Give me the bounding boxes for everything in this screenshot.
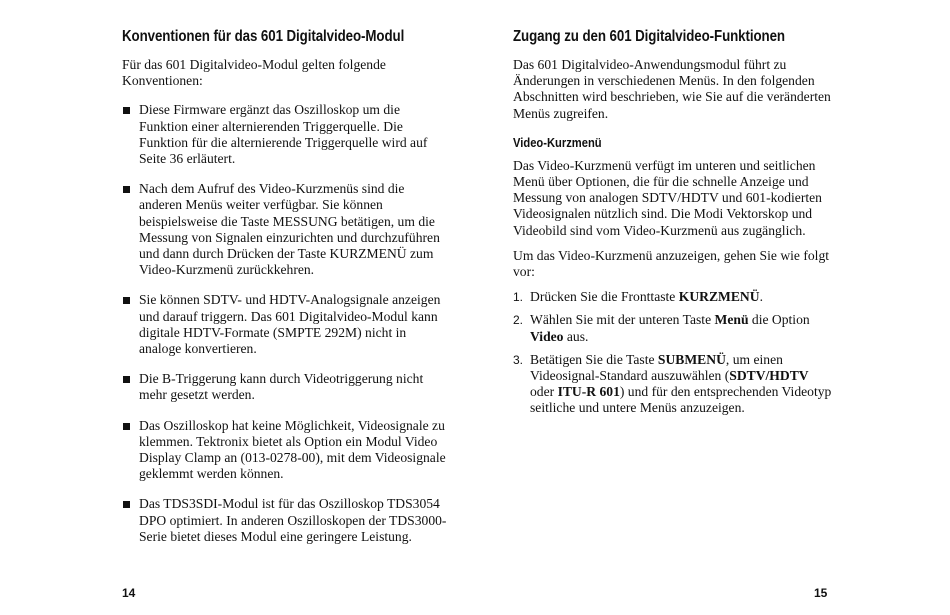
list-item-text: Nach dem Aufruf des Video-Kurzmenüs sind die anderen Menüs weiter verfügbar. Sie können beispielsweise die Taste MESSUNG betätigen, um die Messung von Signalen einzurichten und durchzuführen und dann durch Drücken der Taste KURZMENÜ zum Video-Kurzmenü zurückkehren. (139, 181, 440, 278)
square-bullet-icon (123, 297, 130, 304)
square-bullet-icon (123, 107, 130, 114)
step-item: 2. Wählen Sie mit der unteren Taste Menü die Option Video aus. (513, 312, 810, 344)
list-item-text: Die B-Triggerung kann durch Videotriggerung nicht mehr gesetzt werden. (139, 371, 424, 403)
list-item-text: Diese Firmware ergänzt das Oszilloskop um die Funktion einer alternierenden Triggerquelle. Die Funktion für die alternierende Triggerquelle wird auf Seite 36 erläutert. (139, 102, 428, 167)
step-item: 3. Betätigen Sie die Taste SUBMENÜ, um einen Videosignal-Standard auszuwählen (SDTV/HDTV oder ITU-R 601) und für den entsprechenden Videotyp seitliche und untere Menüs anzuzeigen. (513, 351, 832, 416)
key-label: ITU-R 601 (557, 384, 620, 400)
right-intro-paragraph: Das 601 Digitalvideo-Anwendungsmodul führt zu Änderungen in verschiedenen Menüs. In den folgenden Abschnitten wird beschrieben, wie Sie auf die veränderten Menüs zugreifen. (513, 57, 831, 121)
right-page-heading: Zugang zu den 601 Digitalvideo-Funktionen (513, 28, 785, 45)
right-page-number: 15 (814, 586, 828, 600)
left-intro-paragraph: Für das 601 Digitalvideo-Modul gelten folgende Konventionen: (122, 57, 386, 89)
list-item-text: Das Oszilloskop hat keine Möglichkeit, Videosignale zu klemmen. Tektronix bietet als Option ein Modul Video Display Clamp an (013-0278-00), mit dem Videosignale geklemmt werden können. (139, 417, 446, 482)
left-page-number: 14 (122, 586, 136, 600)
instructions-intro-paragraph: Um das Video-Kurzmenü anzuzeigen, gehen Sie wie folgt vor: (513, 247, 830, 280)
steps-list (513, 289, 833, 416)
key-label: Menü (714, 312, 749, 328)
right-page-body (513, 57, 833, 424)
step-number: 2. (513, 313, 524, 328)
square-bullet-icon (123, 376, 130, 383)
step-number: 1. (513, 290, 524, 305)
step-number: 3. (513, 352, 524, 367)
key-label: Video (530, 328, 564, 344)
key-label: SDTV/HDTV (729, 368, 809, 384)
key-label: KURZMENÜ (678, 289, 760, 305)
section-subheading: Video-Kurzmenü (513, 134, 602, 150)
step-item: 1. Drücken Sie die Fronttaste KURZMENÜ. (513, 289, 763, 305)
square-bullet-icon (123, 501, 130, 508)
list-item (122, 181, 447, 278)
list-item (122, 371, 447, 403)
list-item-text: Sie können SDTV- und HDTV-Analogsignale anzeigen und darauf triggern. Das 601 Digitalvideo-Modul kann digitale HDTV-Formate (SMPTE 292M) nicht in analoge konvertieren. (139, 292, 441, 357)
square-bullet-icon (123, 423, 130, 430)
square-bullet-icon (123, 186, 130, 193)
key-label: SUBMENÜ (657, 351, 726, 367)
conventions-list (122, 102, 447, 545)
video-menu-paragraph: Das Video-Kurzmenü verfügt im unteren und seitlichen Menü über Optionen, die für die schnelle Anzeige und Messung von analogen SDTV/HDTV und 601-kodierten Videosignalen nützlich sind. Die Modi Vektorskop und Videobild sind vom Video-Kurzmenü aus zugänglich. (513, 157, 822, 238)
list-item-text: Das TDS3SDI-Modul ist für das Oszilloskop TDS3054 DPO optimiert. In anderen Oszilloskopen der TDS3000-Serie bietet dieses Modul eine geringere Leistung. (139, 496, 447, 544)
left-page-body (122, 57, 447, 559)
list-item (122, 292, 447, 357)
list-item (122, 418, 447, 483)
list-item (122, 102, 447, 167)
list-item (122, 496, 447, 545)
left-page-heading: Konventionen für das 601 Digitalvideo-Modul (122, 28, 405, 45)
